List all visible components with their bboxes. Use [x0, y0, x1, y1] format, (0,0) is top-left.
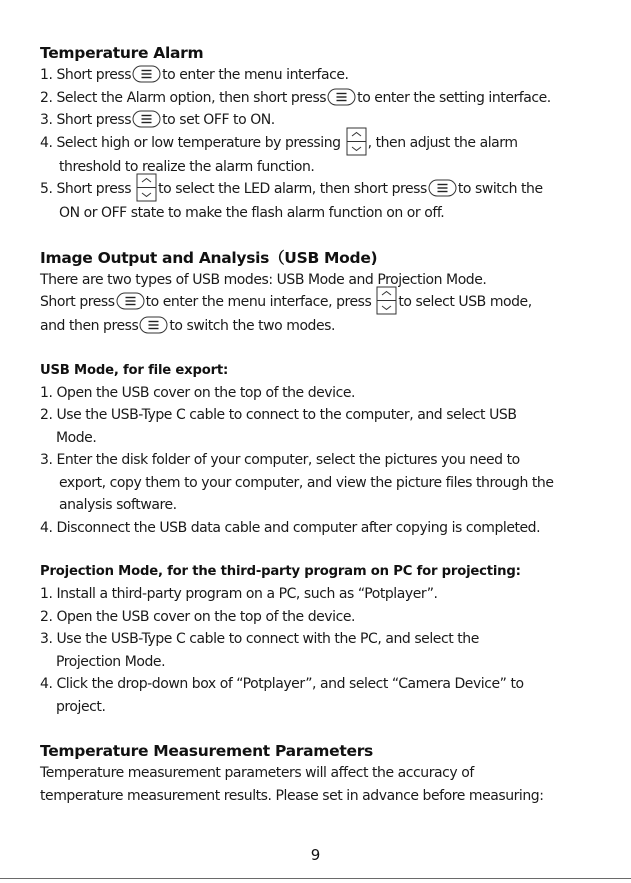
- section-title-measurement-parameters: Temperature Measurement Parameters: [40, 742, 373, 760]
- alarm-step-5: 5. Short press to select the LED alarm, then short press to switch the: [40, 178, 600, 202]
- usb-step-4: 4. Disconnect the USB data cable and computer after copying is completed.: [40, 519, 541, 536]
- projection-step-3-cont: Projection Mode.: [56, 653, 166, 670]
- projection-step-1: 1. Install a third-party program on a PC, such as “Potplayer”.: [40, 586, 438, 602]
- params-line-2: temperature measurement results. Please set in advance before measuring:: [40, 787, 544, 804]
- menu-button-icon: [327, 88, 356, 106]
- projection-step-4: 4. Click the drop-down box of “Potplayer”, and select “Camera Device” to: [40, 676, 524, 692]
- manual-page: [40, 42, 600, 807]
- section-title-temperature-alarm: Temperature Alarm: [40, 44, 204, 62]
- params-line-1: Temperature measurement parameters will affect the accuracy of: [40, 765, 474, 781]
- menu-button-icon: [116, 292, 145, 310]
- up-down-button-icon: [376, 286, 397, 315]
- section-title-image-output: Image Output and Analysis（USB Mode): [40, 248, 378, 267]
- alarm-step-1: 1. Short press to enter the menu interface.: [40, 67, 349, 83]
- subsection-title-usb-mode: USB Mode, for file export:: [40, 362, 229, 378]
- footer-divider: [0, 878, 631, 879]
- usb-step-2-cont: Mode.: [56, 429, 97, 446]
- usb-step-1: 1. Open the USB cover on the top of the device.: [40, 384, 355, 401]
- alarm-step-5-cont: ON or OFF state to make the flash alarm function on or off.: [59, 205, 445, 221]
- output-line-2: Short press to enter the menu interface, press to select USB mode,: [40, 291, 600, 315]
- alarm-step-3: 3. Short press to set OFF to ON.: [40, 112, 275, 128]
- projection-step-4-cont: project.: [56, 698, 106, 715]
- usb-step-3: 3. Enter the disk folder of your computer, select the pictures you need to: [40, 452, 520, 468]
- subsection-title-projection-mode: Projection Mode, for the third-party program on PC for projecting:: [40, 564, 521, 579]
- usb-step-3-cont-2: analysis software.: [59, 497, 177, 513]
- page-number: 9: [310, 846, 321, 864]
- up-down-button-icon: [346, 127, 367, 156]
- output-line-3: and then press to switch the two modes.: [40, 318, 336, 334]
- usb-step-3-cont: export, copy them to your computer, and view the picture files through the: [59, 474, 554, 491]
- menu-button-icon: [132, 65, 161, 83]
- menu-button-icon: [132, 110, 161, 128]
- usb-step-2: 2. Use the USB-Type C cable to connect to the computer, and select USB: [40, 407, 517, 423]
- alarm-step-4-cont: threshold to realize the alarm function.: [59, 158, 315, 175]
- projection-step-3: 3. Use the USB-Type C cable to connect with the PC, and select the: [40, 631, 479, 647]
- menu-button-icon: [139, 316, 168, 334]
- alarm-step-2: 2. Select the Alarm option, then short press to enter the setting interface.: [40, 89, 551, 106]
- up-down-button-icon: [136, 173, 157, 202]
- projection-step-2: 2. Open the USB cover on the top of the device.: [40, 608, 355, 625]
- menu-button-icon: [428, 179, 457, 197]
- alarm-step-4: 4. Select high or low temperature by pressing , then adjust the alarm: [40, 132, 600, 156]
- output-line-1: There are two types of USB modes: USB Mode and Projection Mode.: [40, 271, 487, 288]
